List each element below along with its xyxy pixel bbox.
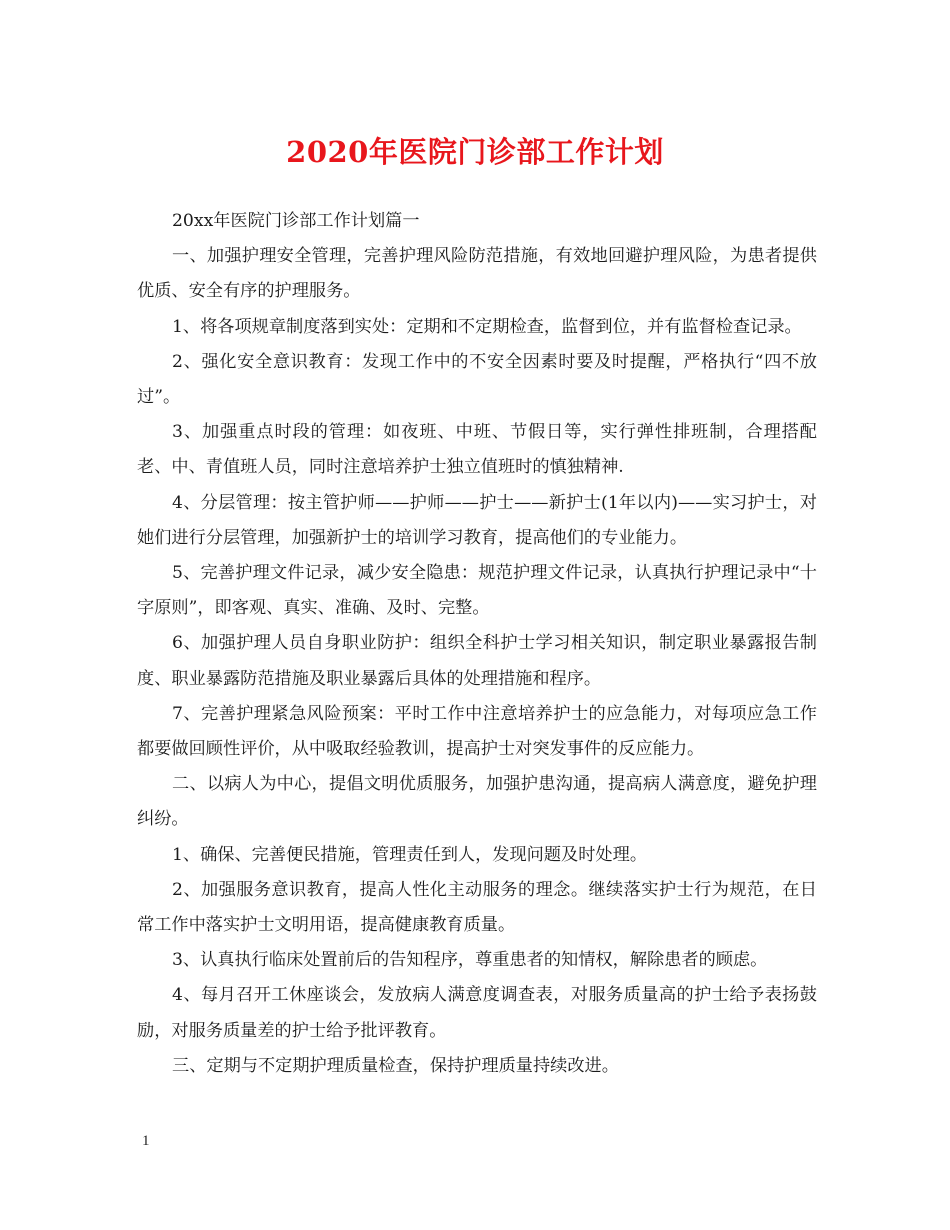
paragraph: 一、加强护理安全管理，完善护理风险防范措施，有效地回避护理风险，为患者提供优质、安全有序的护理服务。 xyxy=(137,246,817,302)
paragraph: 4、每月召开工休座谈会，发放病人满意度调查表，对服务质量高的护士给予表扬鼓励，对服务质量差的护士给予批评教育。 xyxy=(137,985,817,1041)
document-body xyxy=(137,204,817,1084)
paragraph: 5、完善护理文件记录，减少安全隐患：规范护理文件记录，认真执行护理记录中“十字原则”，即客观、真实、准确、及时、完整。 xyxy=(137,563,817,619)
paragraph: 二、以病人为中心，提倡文明优质服务，加强护患沟通，提高病人满意度，避免护理纠纷。 xyxy=(137,774,817,830)
paragraph: 2、强化安全意识教育：发现工作中的不安全因素时要及时提醒，严格执行“四不放过”。 xyxy=(137,351,817,408)
page-number: 1 xyxy=(142,1133,150,1149)
paragraph: 1、将各项规章制度落到实处：定期和不定期检查，监督到位，并有监督检查记录。 xyxy=(172,316,802,337)
paragraph-section-heading: 20xx年医院门诊部工作计划篇一 xyxy=(172,211,420,231)
paragraph: 6、加强护理人员自身职业防护：组织全科护士学习相关知识，制定职业暴露报告制度、职业暴露防范措施及职业暴露后具体的处理措施和程序。 xyxy=(137,633,817,689)
paragraph: 3、加强重点时段的管理：如夜班、中班、节假日等，实行弹性排班制，合理搭配老、中、青值班人员，同时注意培养护士独立值班时的慎独精神. xyxy=(137,422,817,478)
paragraph: 三、定期与不定期护理质量检查，保持护理质量持续改进。 xyxy=(172,1055,619,1076)
paragraph: 2、加强服务意识教育，提高人性化主动服务的理念。继续落实护士行为规范，在日常工作中落实护士文明用语，提高健康教育质量。 xyxy=(137,879,817,936)
document-title: 2020年医院门诊部工作计划 xyxy=(286,135,664,169)
paragraph: 1、确保、完善便民措施，管理责任到人，发现问题及时处理。 xyxy=(172,844,648,865)
paragraph: 3、认真执行临床处置前后的告知程序，尊重患者的知情权，解除患者的顾虑。 xyxy=(172,950,768,971)
paragraph: 4、分层管理：按主管护师——护师——护士——新护士(1年以内)——实习护士，对她们进行分层管理，加强新护士的培训学习教育，提高他们的专业能力。 xyxy=(137,492,817,548)
paragraph: 7、完善护理紧急风险预案：平时工作中注意培养护士的应急能力，对每项应急工作都要做回顾性评价，从中吸取经验教训，提高护士对突发事件的反应能力。 xyxy=(137,703,817,760)
